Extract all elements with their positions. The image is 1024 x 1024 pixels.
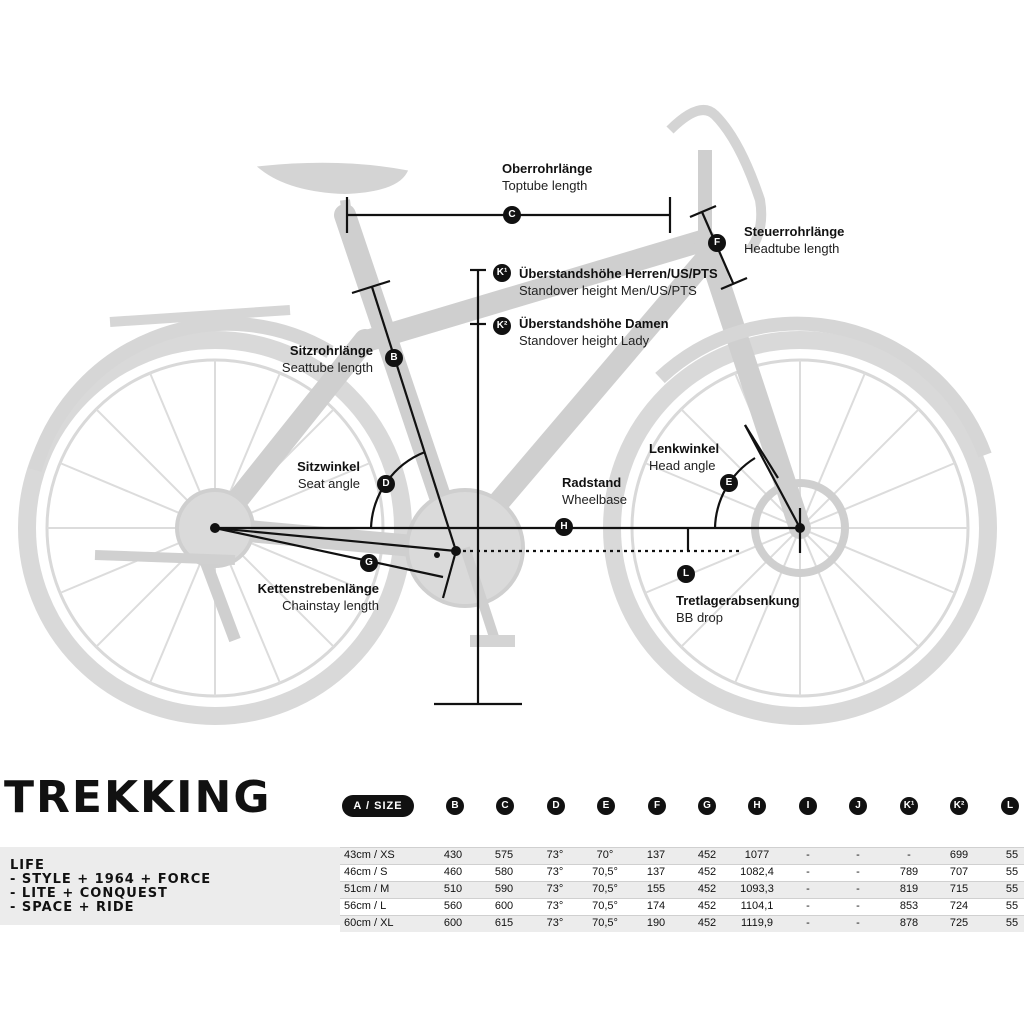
cell: 70,5° xyxy=(592,900,618,912)
cell: 70,5° xyxy=(592,917,618,929)
cell: 1119,9 xyxy=(740,917,774,929)
model-line: - LITE + CONQUEST xyxy=(10,886,168,901)
label-headtube-de: Steuerrohrlänge xyxy=(744,224,845,239)
label-standover-lady-en: Standover height Lady xyxy=(519,333,650,348)
label-headtube-en: Headtube length xyxy=(744,241,840,256)
cell: 174 xyxy=(646,900,666,912)
cell: 575 xyxy=(494,849,514,861)
col-header-g: G xyxy=(698,797,716,815)
label-seattube-en: Seattube length xyxy=(281,360,373,375)
cell: 615 xyxy=(494,917,514,929)
cell: 73° xyxy=(546,883,564,895)
cell: 452 xyxy=(697,917,717,929)
cell: - xyxy=(806,866,810,878)
col-header-k1: K¹ xyxy=(900,797,918,815)
cell: - xyxy=(856,900,860,912)
cell: 430 xyxy=(443,849,463,861)
cell-size: 60cm / XL xyxy=(344,917,394,929)
marker-f: F xyxy=(708,234,726,252)
cell: - xyxy=(856,866,860,878)
label-bb-drop xyxy=(676,592,800,626)
label-seat-angle-en: Seat angle xyxy=(297,476,360,491)
cell: 70,5° xyxy=(592,866,618,878)
category-title: TREKKING xyxy=(4,772,272,823)
label-headtube xyxy=(744,223,844,257)
label-head-angle-en: Head angle xyxy=(649,458,716,473)
cell: 725 xyxy=(949,917,969,929)
col-header-d: D xyxy=(547,797,565,815)
cell: 600 xyxy=(443,917,463,929)
label-seattube-de: Sitzrohrlänge xyxy=(289,343,373,358)
cell: 819 xyxy=(899,883,919,895)
cell: 73° xyxy=(546,849,564,861)
cell: - xyxy=(856,883,860,895)
model-box xyxy=(0,847,340,925)
cell: 853 xyxy=(899,900,919,912)
cell: 590 xyxy=(494,883,514,895)
marker-k1: K¹ xyxy=(493,264,511,282)
cell: 699 xyxy=(949,849,969,861)
cell: 510 xyxy=(443,883,463,895)
cell: 878 xyxy=(899,917,919,929)
label-bb-drop-de: Tretlagerabsenkung xyxy=(676,593,800,608)
label-chainstay-en: Chainstay length xyxy=(282,598,379,613)
marker-d: D xyxy=(377,475,395,493)
cell: 73° xyxy=(546,917,564,929)
cell: - xyxy=(806,849,810,861)
label-standover-men-de: Überstandshöhe Herren/US/PTS xyxy=(519,266,718,281)
col-header-b: B xyxy=(446,797,464,815)
cell: 55 xyxy=(1005,866,1019,878)
model-line: LIFE xyxy=(10,858,45,873)
col-header-k2: K² xyxy=(950,797,968,815)
table-row xyxy=(340,899,1024,915)
model-line: - SPACE + RIDE xyxy=(10,900,135,915)
label-bb-drop-en: BB drop xyxy=(676,610,723,625)
label-wheelbase-en: Wheelbase xyxy=(562,492,628,507)
cell: 600 xyxy=(494,900,514,912)
marker-k2: K² xyxy=(493,317,511,335)
marker-g: G xyxy=(360,554,378,572)
col-header-f: F xyxy=(648,797,666,815)
cell: 73° xyxy=(546,900,564,912)
cell: - xyxy=(856,849,860,861)
cell: - xyxy=(907,849,911,861)
cell: - xyxy=(806,900,810,912)
model-list xyxy=(10,859,211,915)
marker-l: L xyxy=(677,565,695,583)
label-standover-lady-de: Überstandshöhe Damen xyxy=(519,316,669,331)
col-header-i: I xyxy=(799,797,817,815)
col-header-h: H xyxy=(748,797,766,815)
cell: 452 xyxy=(697,866,717,878)
label-standover-men-en: Standover height Men/US/PTS xyxy=(519,283,697,298)
marker-h: H xyxy=(555,518,573,536)
cell: 55 xyxy=(1005,917,1019,929)
size-header: A / SIZE xyxy=(342,795,414,817)
cell: 1104,1 xyxy=(740,900,774,912)
label-head-angle xyxy=(649,440,719,474)
table-row xyxy=(340,865,1024,881)
cell: 560 xyxy=(443,900,463,912)
cell-size: 51cm / M xyxy=(344,883,390,895)
table-row xyxy=(340,916,1024,932)
cell: 724 xyxy=(949,900,969,912)
label-toptube xyxy=(502,160,592,194)
cell: 55 xyxy=(1005,849,1019,861)
cell: 460 xyxy=(443,866,463,878)
cell-size: 56cm / L xyxy=(344,900,387,912)
table-header xyxy=(0,795,1024,821)
cell: 137 xyxy=(646,849,666,861)
cell: 55 xyxy=(1005,883,1019,895)
cell: 707 xyxy=(949,866,969,878)
model-line: - STYLE + 1964 + FORCE xyxy=(10,872,212,887)
cell-size: 46cm / S xyxy=(344,866,388,878)
cell: 70° xyxy=(596,849,614,861)
cell: 190 xyxy=(646,917,666,929)
label-standover-lady xyxy=(519,315,669,349)
label-seat-angle-de: Sitzwinkel xyxy=(297,459,360,474)
table-row xyxy=(340,848,1024,864)
cell: 1093,3 xyxy=(740,883,774,895)
cell: 155 xyxy=(646,883,666,895)
col-header-l: L xyxy=(1001,797,1019,815)
cell: 715 xyxy=(949,883,969,895)
cell: 1082,4 xyxy=(740,866,774,878)
cell: 452 xyxy=(697,900,717,912)
cell: 1077 xyxy=(744,849,770,861)
label-seat-angle xyxy=(297,458,360,492)
col-header-e: E xyxy=(597,797,615,815)
col-header-c: C xyxy=(496,797,514,815)
table-row xyxy=(340,882,1024,898)
cell: - xyxy=(856,917,860,929)
cell-size: 43cm / XS xyxy=(344,849,395,861)
cell: 580 xyxy=(494,866,514,878)
label-seattube xyxy=(282,342,373,376)
marker-c: C xyxy=(503,206,521,224)
marker-b: B xyxy=(385,349,403,367)
label-toptube-de: Oberrohrlänge xyxy=(502,161,593,176)
label-chainstay-de: Kettenstrebenlänge xyxy=(257,581,379,596)
label-chainstay xyxy=(258,580,379,614)
cell: 452 xyxy=(697,883,717,895)
cell: 73° xyxy=(546,866,564,878)
marker-e: E xyxy=(720,474,738,492)
cell: - xyxy=(806,917,810,929)
cell: 55 xyxy=(1005,900,1019,912)
label-head-angle-de: Lenkwinkel xyxy=(649,441,720,456)
col-header-j: J xyxy=(849,797,867,815)
label-standover-men xyxy=(519,265,718,299)
label-wheelbase-de: Radstand xyxy=(562,475,622,490)
cell: 452 xyxy=(697,849,717,861)
cell: 137 xyxy=(646,866,666,878)
label-wheelbase xyxy=(562,474,627,508)
cell: - xyxy=(806,883,810,895)
cell: 789 xyxy=(899,866,919,878)
bike-silhouette xyxy=(27,110,988,716)
label-toptube-en: Toptube length xyxy=(502,178,588,193)
cell: 70,5° xyxy=(592,883,618,895)
